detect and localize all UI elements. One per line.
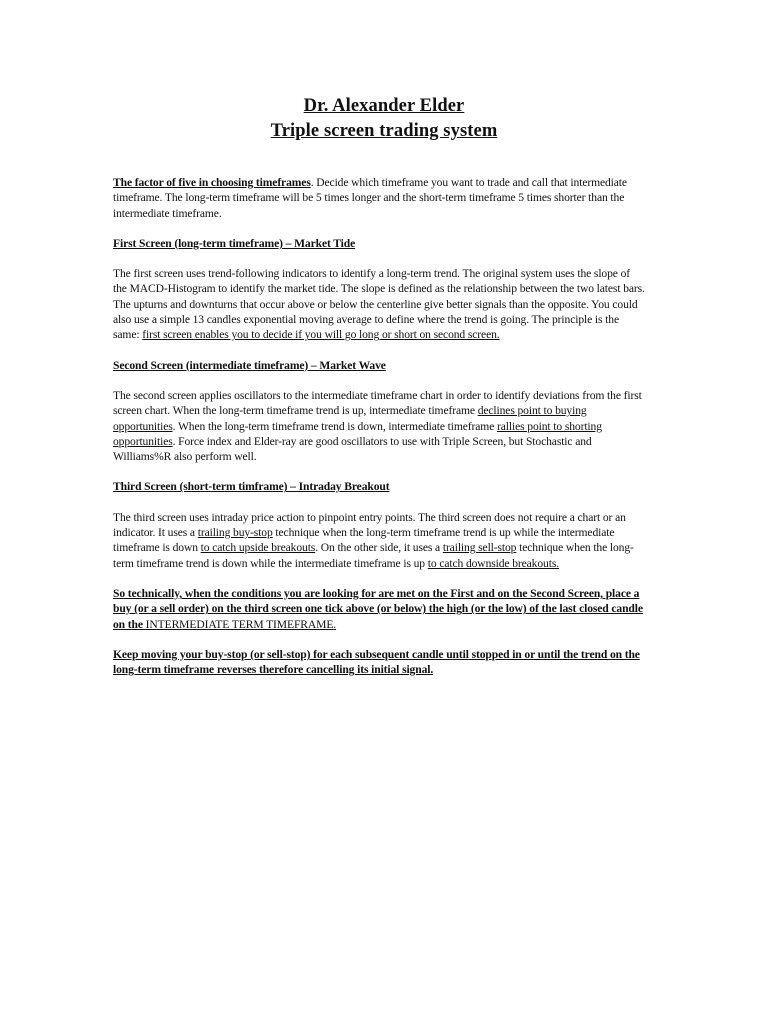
third-screen-heading: Third Screen (short-term timframe) – Intraday Breakout <box>113 480 390 494</box>
third-screen-underlined-4: to catch downside breakouts. <box>427 556 559 570</box>
third-screen-underlined-2: to catch upside breakouts <box>200 541 316 555</box>
intro-text: . Decide which timeframe you want to trade and call that intermediate timeframe. The long-term timeframe will be 5 times longer and the short-term timeframe 5 times shorter than the intermediate timeframe. <box>113 176 627 220</box>
summary-bold: So technically, when the conditions you are looking for are met on the First and on the Second Screen, place a buy (or a sell order) on the third screen one tick above (or below) the high (or the low) of the last closed candle on the <box>113 586 643 631</box>
third-screen-underlined-1: trailing buy-stop <box>197 526 273 540</box>
third-screen-text-1: The third screen uses intraday price action to pinpoint entry points. The third screen does not require a chart or an indicator. It uses a <box>113 510 626 540</box>
summary-caps: INTERMEDIATE TERM TIMEFRAME <box>145 617 334 631</box>
third-screen-text-3: . On the other side, it uses a <box>315 541 443 555</box>
summary-paragraph <box>113 586 645 632</box>
title-block <box>0 94 768 144</box>
first-screen-underlined: first screen enables you to decide if you will go long or short on second screen. <box>142 328 500 342</box>
first-screen-paragraph <box>113 266 645 342</box>
second-screen-text-2: . When the long-term timeframe trend is down, intermediate timeframe <box>172 419 498 433</box>
second-screen-heading: Second Screen (intermediate timeframe) – Market Wave <box>113 358 386 372</box>
third-screen-text-2: technique when the long-term timeframe trend is up while the intermediate timeframe is down <box>113 526 615 555</box>
intro-lead: The factor of five in choosing timeframes <box>113 176 311 189</box>
intro-paragraph <box>113 175 645 221</box>
summary-end: . <box>333 617 337 631</box>
third-screen-underlined-3: trailing sell-stop <box>442 541 517 555</box>
second-screen-text-3: . Force index and Elder-ray are good oscillators to use with Triple Screen, but Stochastic and Williams%R also perform well. <box>113 434 592 464</box>
second-screen-paragraph <box>113 388 645 464</box>
first-screen-text: The first screen uses trend-following indicators to identify a long-term trend. The original system uses the slope of the MACD-Histogram to identify the market tide. The slope is defined as the relationship between the two latest bars. The upturns and downturns that occur above or below the centerline give better signals than the opposite. You could also use a simple 13 candles exponential moving average to define where the trend is going. The principle is the same: <box>113 267 645 342</box>
second-screen-text-1: The second screen applies oscillators to the intermediate timeframe chart in order to identify deviations from the first screen chart. When the long-term timeframe trend is up, intermediate timeframe <box>113 388 642 418</box>
second-screen-underlined-1: declines point to buying opportunities <box>113 404 587 433</box>
third-screen-text-4: technique when the long-term timeframe trend is down while the intermediate timeframe is up <box>113 541 634 570</box>
first-screen-heading: First Screen (long-term timeframe) – Market Tide <box>113 236 356 250</box>
final-paragraph: Keep moving your buy-stop (or sell-stop) for each subsequent candle until stopped in or until the trend on the long-term timeframe reverses therefore cancelling its initial signal. <box>113 647 640 677</box>
third-screen-paragraph <box>113 510 645 571</box>
document-body <box>113 175 645 692</box>
title-system: Triple screen trading system <box>270 121 498 141</box>
title-author: Dr. Alexander Elder <box>303 96 465 116</box>
second-screen-underlined-2: rallies point to shorting opportunities <box>113 419 602 448</box>
